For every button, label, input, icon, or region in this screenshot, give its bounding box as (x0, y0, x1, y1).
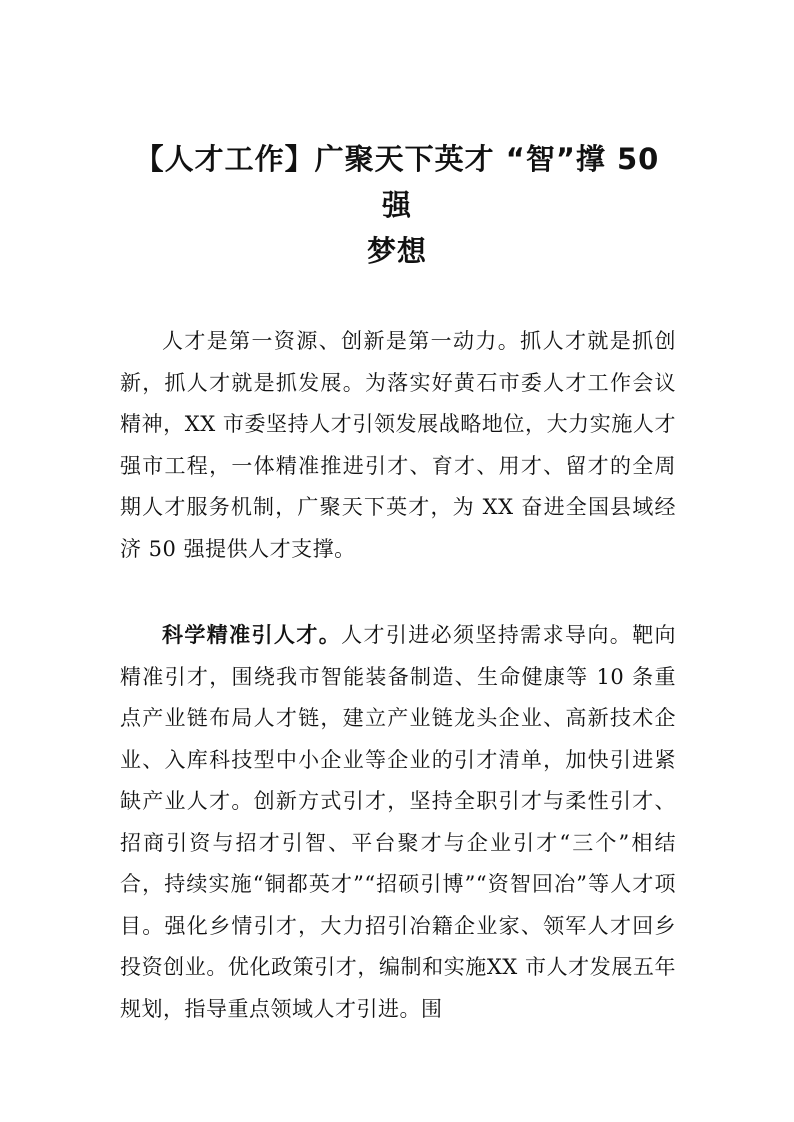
title-line-1: 【人才工作】广聚天下英才 “智”撑 50 (134, 142, 660, 176)
body-paragraph-1: 人才是第一资源、创新是第一动力。抓人才就是抓创新，抓人才就是抓发展。为落实好黄石市委人才工作会议精神，XX 市委坚持人才引领发展战略地位，大力实施人才强市工程，一体精准推进引才、育才、用才、留才的全周期人才服务机制，广聚天下英才，为 XX 奋进全国县域经济 50 强提供人才支撑。 (120, 329, 676, 561)
paragraph-2-body: 人才引进必须坚持需求导向。靶向精准引才，围绕我市智能装备制造、生命健康等 10 条重点产业链布局人才链，建立产业链龙头企业、高新技术企业、入库科技型中小企业等企业的引才清单，加快引进紧缺产业人才。创新方式引才，坚持全职引才与柔性引才、招商引资与招才引智、平台聚才与企业引才“三个”相结合，持续实施“铜都英才”“招硕引博”“资智回冶”等人才项目。强化乡情引才，大力招引冶籍企业家、领军人才回乡投资创业。优化政策引才，编制和实施XX 市人才发展五年规划，指导重点领域人才引进。围 (120, 623, 677, 1021)
title-line-3: 梦想 (366, 234, 427, 268)
paragraph-2-lead: 科学精准引人才。 (162, 623, 342, 647)
title-line-2: 强 (381, 188, 412, 222)
body-paragraph-2 (120, 615, 676, 1030)
document-title (120, 136, 674, 274)
